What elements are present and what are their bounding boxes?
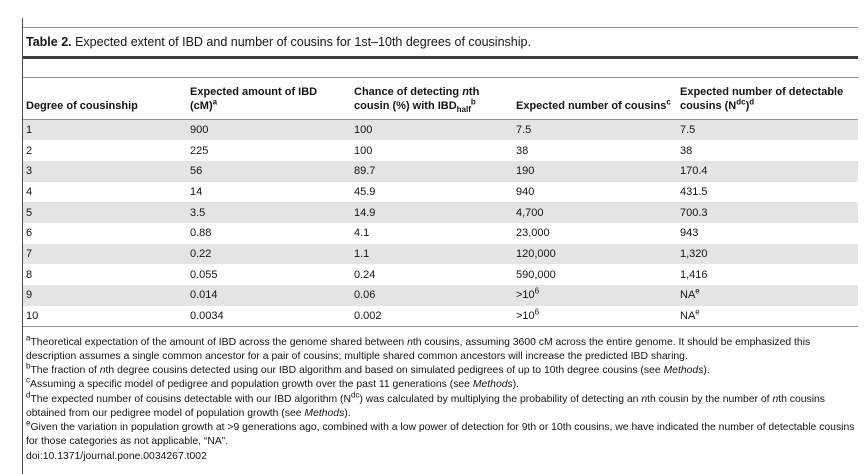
footnote-b: $^b$The fraction of nth degree cousins detected using our IBD algorithm and based on simulated pedigrees of up to 10th degree cousins (see Methods). — [26, 361, 710, 377]
table-cell: 0.22 — [190, 247, 212, 260]
table-cell: 590,000 — [516, 268, 556, 281]
table-row — [23, 161, 858, 182]
table-cell: 190 — [516, 165, 535, 178]
table-cell: 900 — [190, 124, 209, 137]
header-cell-cousin-count: Expected number of cousins$^c$ — [513, 78, 677, 120]
table-body — [23, 120, 858, 327]
table-cell: 0.0034 — [190, 309, 224, 322]
table-cell: 431.5 — [680, 185, 708, 198]
table-cell: 5 — [26, 206, 33, 219]
table-cell: 14 — [190, 185, 203, 198]
footnote-c: $^c$Assuming a specific model of pedigree and population growth over the past 11 generations (see Methods). — [26, 376, 520, 391]
table-cell: 943 — [680, 227, 699, 240]
table-figure — [23, 0, 858, 464]
table-cell: 56 — [190, 165, 203, 178]
table-cell: 38 — [516, 144, 529, 157]
table-cell: 14.9 — [354, 206, 376, 219]
table-cell: 1,416 — [680, 268, 708, 281]
table-cell: $>10^6$ — [516, 286, 540, 302]
table-cell: 7.5 — [680, 124, 696, 137]
footnote-a: $^a$Theoretical expectation of the amount of IBD across the genome shared between nth cousins, assuming 3600 cM across the entire genome. It should be emphasized this description assumes a single common ancestor for a pair of cousins; multiple shared common ancestors will increase the predicted IBD sharing. — [26, 333, 811, 363]
footnotes — [23, 327, 858, 464]
table-cell: 0.055 — [190, 268, 218, 281]
table-cell: 6 — [26, 227, 33, 240]
table-cell: 120,000 — [516, 247, 556, 260]
table-cell: 0.014 — [190, 289, 218, 302]
table-row — [23, 202, 858, 223]
table-cell: 1.1 — [354, 247, 370, 260]
table-row — [23, 306, 858, 327]
table-row — [23, 285, 858, 306]
table-cell: 7.5 — [516, 124, 532, 137]
table-row — [23, 223, 858, 244]
table-cell: 1,320 — [680, 247, 708, 260]
header-cell-degree: Degree of cousinship — [23, 78, 187, 120]
header-row — [23, 78, 858, 120]
table-cell: 8 — [26, 268, 33, 281]
table-cell: 700.3 — [680, 206, 708, 219]
table-cell: 23,000 — [516, 227, 550, 240]
doi-line: doi:10.1371/journal.pone.0034267.t002 — [26, 450, 207, 462]
table-cell: 1 — [26, 124, 33, 137]
table-cell: 170.4 — [680, 165, 708, 178]
table-row — [23, 244, 858, 265]
table-cell: 10 — [26, 309, 39, 322]
data-table — [23, 77, 858, 327]
table-cell: 4,700 — [516, 206, 544, 219]
table-cell: $NA^e$ — [680, 286, 700, 302]
table-cell: 100 — [354, 144, 373, 157]
table-cell: 89.7 — [354, 165, 376, 178]
table-cell: 0.24 — [354, 268, 376, 281]
header-cell-ibd-amount: Expected amount of IBD (cM)$^a$ — [187, 78, 351, 120]
header-cell-detection-chance: Chance of detecting nth cousin (%) with $IBD_{half}^b$ — [351, 78, 513, 120]
table-cell: 3.5 — [190, 206, 206, 219]
footnote-e: $^e$Given the variation in population growth at >9 generations ago, combined with a low power of detection for 9th or 10th cousins, we have indicated the number of detectable cousins for those categories as not applicable, “NA”. — [26, 418, 855, 448]
table-cell: 4.1 — [354, 227, 370, 240]
table-cell: 45.9 — [354, 185, 376, 198]
table-cell: 38 — [680, 144, 693, 157]
table-cell: 3 — [26, 165, 33, 178]
header-cell-detectable-cousins: Expected number of detectable cousins $(N^{dc})^d$ — [677, 78, 858, 120]
table-cell: 2 — [26, 144, 33, 157]
table-header — [23, 78, 858, 120]
table-row — [23, 120, 858, 141]
table-row — [23, 182, 858, 203]
table-caption: Table 2. Expected extent of IBD and number of cousins for 1st–10th degrees of cousinship. — [26, 35, 531, 49]
table-cell: 9 — [26, 289, 33, 302]
table-cell: 0.002 — [354, 309, 382, 322]
table-cell: 0.88 — [190, 227, 212, 240]
footnote-d: $^d$The expected number of cousins detectable with our IBD algorithm $(N^{dc})$ was calculated by multiplying the probability of detecting an nth cousin by the number of nth cousins obtained from our pedigree model of population growth (see Methods). — [26, 390, 826, 419]
header-gap — [23, 59, 858, 77]
table-row — [23, 264, 858, 285]
table-cell: 7 — [26, 247, 33, 260]
table-cell: 0.06 — [354, 289, 376, 302]
table-row — [23, 140, 858, 161]
table-cell: 225 — [190, 144, 209, 157]
table-cell: $>10^6$ — [516, 307, 540, 322]
table-cell: 4 — [26, 185, 33, 198]
table-cell: $NA^e$ — [680, 307, 700, 322]
table-cell: 940 — [516, 185, 535, 198]
table-cell: 100 — [354, 124, 373, 137]
